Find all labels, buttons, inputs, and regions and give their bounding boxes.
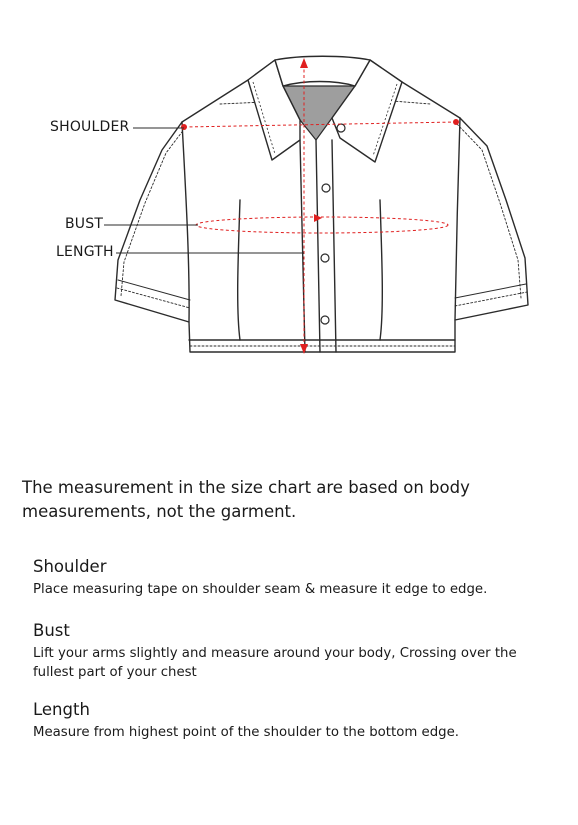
bust-label: BUST: [65, 216, 104, 232]
button: [337, 124, 345, 132]
shoulder-section: [33, 556, 553, 599]
bust-section: [33, 620, 553, 682]
shoulder-title: Shoulder: [33, 557, 107, 576]
shoulder-point-right: [453, 119, 459, 125]
length-section: [33, 699, 553, 742]
length-title: Length: [33, 700, 90, 719]
button: [321, 254, 329, 262]
length-description: Measure from highest point of the shoulder to the bottom edge.: [33, 725, 460, 740]
shoulder-label: SHOULDER: [50, 119, 130, 135]
bust-title: Bust: [33, 621, 70, 640]
shoulder-description: Place measuring tape on shoulder seam & measure it edge to edge.: [33, 582, 488, 597]
bust-measure-line: [196, 217, 448, 233]
button: [321, 316, 329, 324]
shoulder-point-left: [181, 124, 187, 130]
length-label: LENGTH: [56, 244, 114, 260]
intro-text: The measurement in the size chart are based on body measurements, not the garment.: [22, 478, 470, 521]
shirt-diagram: [0, 0, 578, 380]
button: [322, 184, 330, 192]
bust-description: Lift your arms slightly and measure around your body, Crossing over the fullest part of your chest: [33, 646, 517, 680]
